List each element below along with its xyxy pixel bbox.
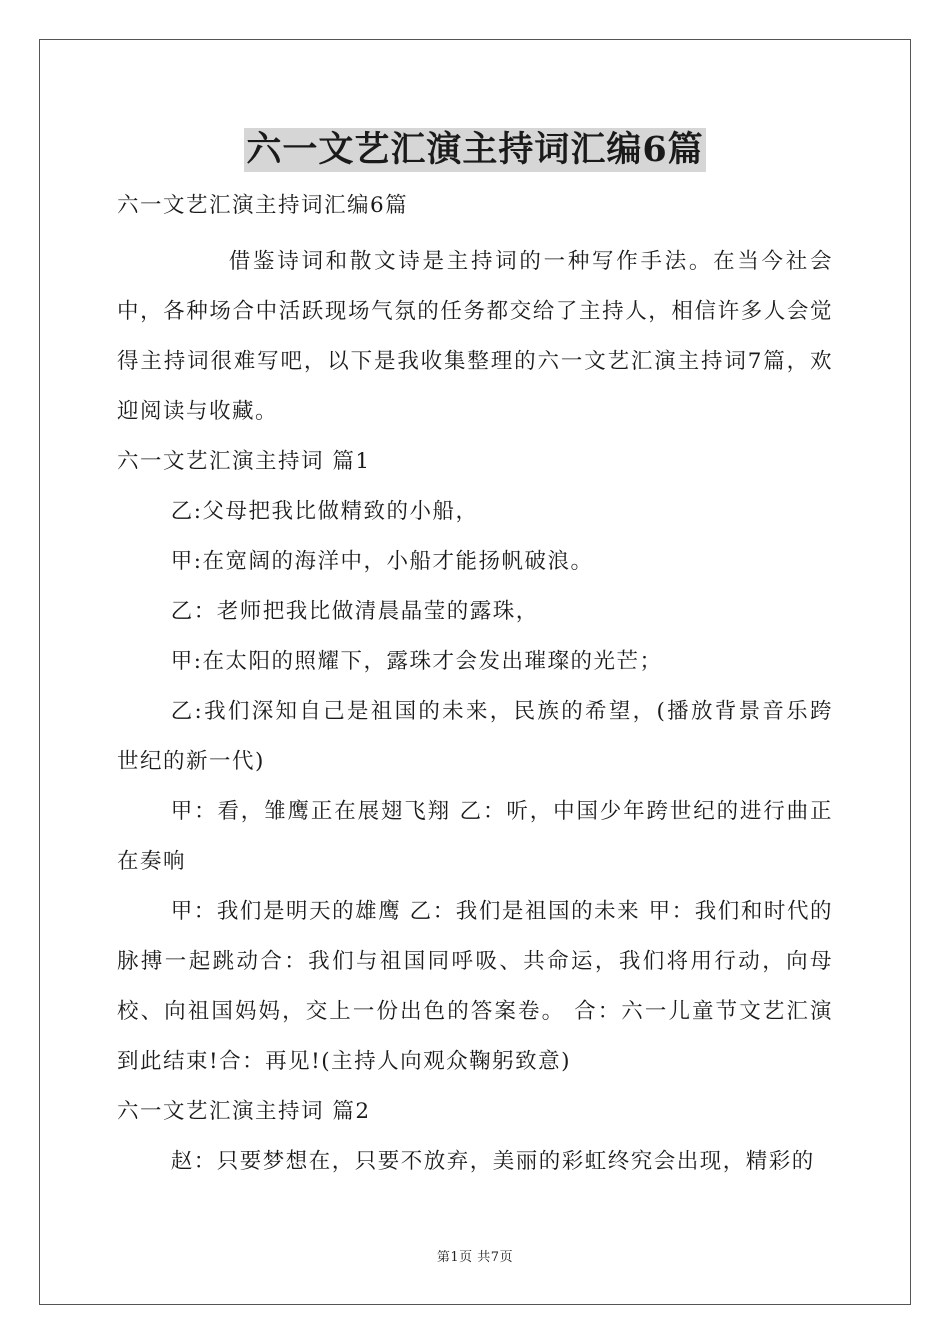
dialogue-line: 赵：只要梦想在，只要不放弃，美丽的彩虹终究会出现，精彩的 bbox=[170, 1149, 815, 1174]
document-body bbox=[117, 181, 833, 1187]
document-subtitle: 六一文艺汇演主持词汇编6篇 bbox=[117, 193, 409, 218]
page-footer: 第1页 共7页 bbox=[436, 1250, 514, 1265]
dialogue-line: 甲：看，雏鹰正在展翅飞翔 乙：听，中国少年跨世纪的进行曲正在奏响 bbox=[117, 799, 833, 874]
dialogue-line: 乙:我们深知自己是祖国的未来，民族的希望，(播放背景音乐跨世纪的新一代) bbox=[117, 699, 833, 774]
section-heading-1: 六一文艺汇演主持词 篇1 bbox=[117, 449, 371, 474]
title-wrap bbox=[0, 128, 950, 172]
dialogue-line: 甲:在宽阔的海洋中，小船才能扬帆破浪。 bbox=[170, 549, 594, 574]
dialogue-line: 甲：我们是明天的雄鹰 乙：我们是祖国的未来 甲：我们和时代的脉搏一起跳动合：我们与祖国同呼吸、共命运，我们将用行动，向母校、向祖国妈妈，交上一份出色的答案卷。 合：六一儿童节文艺汇演到此结束!合：再见!(主持人向观众鞠躬致意) bbox=[117, 899, 833, 1074]
section-heading-2: 六一文艺汇演主持词 篇2 bbox=[117, 1099, 371, 1124]
document-title: 六一文艺汇演主持词汇编6篇 bbox=[246, 129, 704, 170]
dialogue-line: 乙：老师把我比做清晨晶莹的露珠， bbox=[170, 599, 539, 624]
intro-paragraph: 借鉴诗词和散文诗是主持词的一种写作手法。在当今社会中，各种场合中活跃现场气氛的任务都交给了主持人，相信许多人会觉得主持词很难写吧，以下是我收集整理的六一文艺汇演主持词7篇，欢迎阅读与收藏。 bbox=[117, 249, 833, 424]
dialogue-line: 乙:父母把我比做精致的小船， bbox=[170, 499, 479, 524]
dialogue-line: 甲:在太阳的照耀下，露珠才会发出璀璨的光芒； bbox=[170, 649, 663, 674]
